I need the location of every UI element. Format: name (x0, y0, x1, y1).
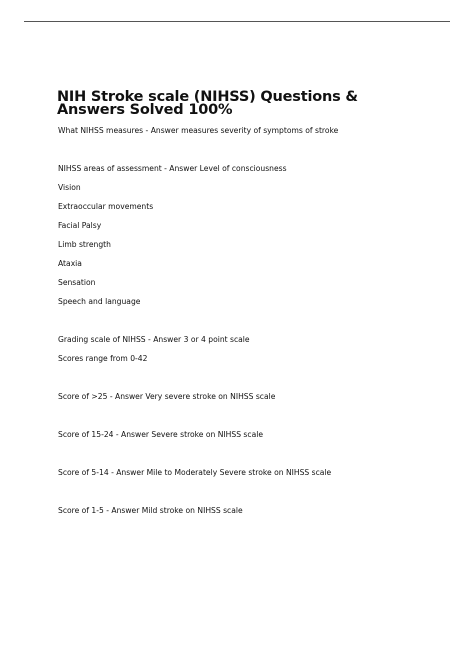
text-line-score-5-14: Score of 5-14 - Answer Mile to Moderately Severe stroke on NIHSS scale (58, 468, 332, 477)
text-line-areas-of-assessment: NIHSS areas of assessment - Answer Level of consciousness (58, 164, 287, 173)
text-line-sensation: Sensation (58, 278, 96, 287)
text-line-facial-palsy: Facial Palsy (58, 221, 102, 230)
text-line-nihss-measures: What NIHSS measures - Answer measures severity of symptoms of stroke (58, 126, 339, 135)
text-line-limb-strength: Limb strength (58, 240, 111, 249)
document-title: NIH Stroke scale (NIHSS) Questions & Answers Solved 100% (57, 89, 358, 118)
text-line-score-over-25: Score of >25 - Answer Very severe stroke on NIHSS scale (58, 392, 276, 401)
text-line-vision: Vision (58, 183, 81, 192)
text-line-scores-range: Scores range from 0-42 (58, 354, 148, 363)
top-divider (24, 21, 450, 22)
text-line-ataxia: Ataxia (58, 259, 82, 268)
text-line-score-1-5: Score of 1-5 - Answer Mild stroke on NIHSS scale (58, 506, 243, 515)
text-line-score-15-24: Score of 15-24 - Answer Severe stroke on NIHSS scale (58, 430, 264, 439)
text-line-extraoccular-movements: Extraoccular movements (58, 202, 154, 211)
text-line-grading-scale: Grading scale of NIHSS - Answer 3 or 4 point scale (58, 335, 250, 344)
text-line-speech-and-language: Speech and language (58, 297, 141, 306)
